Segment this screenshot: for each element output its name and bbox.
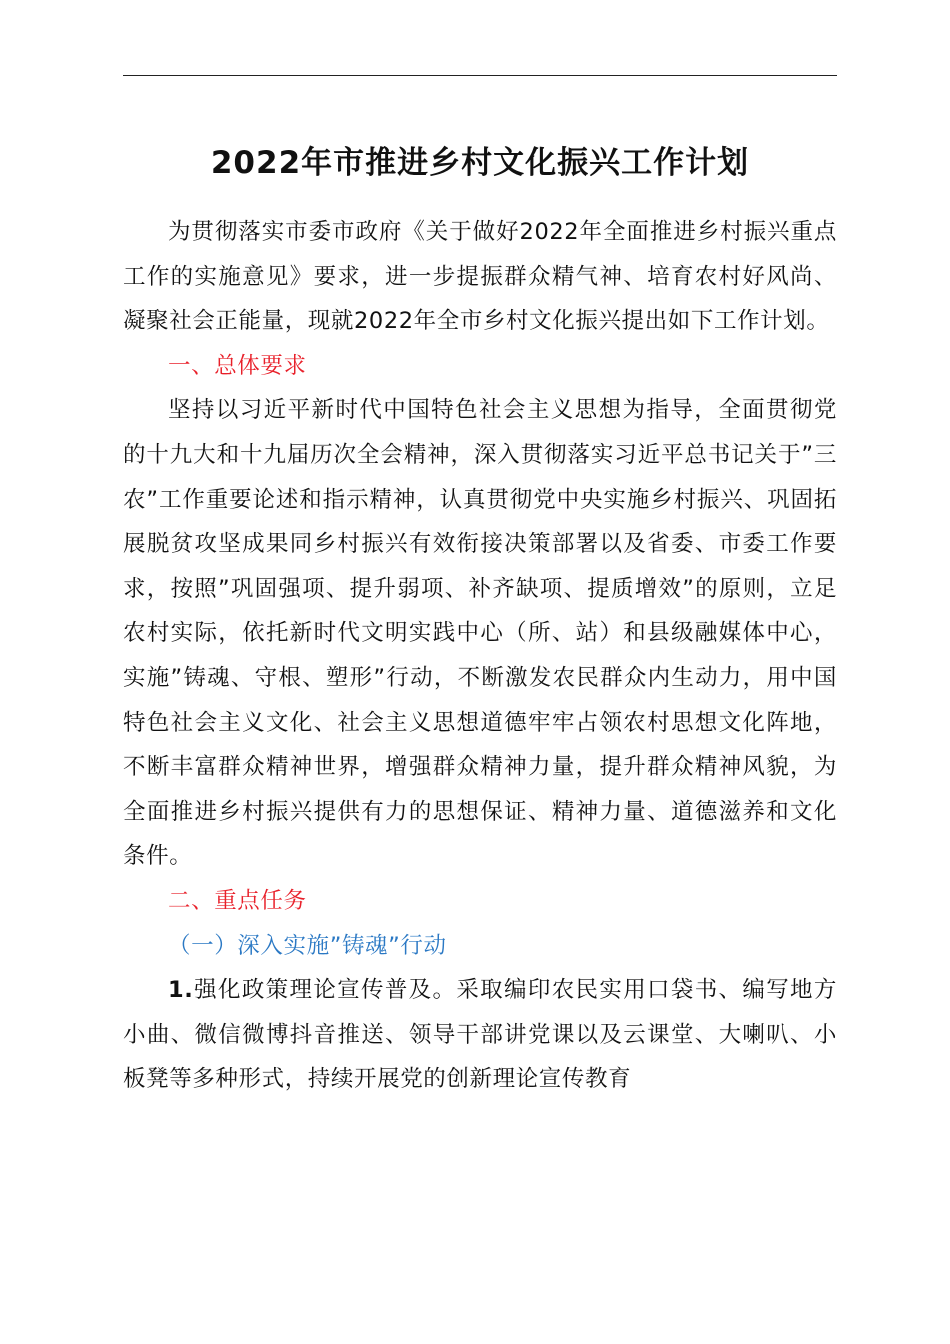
header-rule — [123, 75, 837, 76]
section-heading-key-tasks: 二、重点任务 — [168, 887, 307, 914]
task-item-text: 强化政策理论宣传普及。采取编印农民实用口袋书、编写地方小曲、微信微博抖音推送、领导干部讲党课以及云课堂、大喇叭、小板凳等多种形式，持续开展党的创新理论宣传教育 — [123, 977, 837, 1093]
document-body — [123, 210, 837, 1102]
document-title: 2022年市推进乡村文化振兴工作计划 — [210, 145, 750, 181]
task-item-paragraph — [123, 968, 837, 1102]
task-item-number: 1. — [168, 977, 194, 1004]
general-requirements-paragraph: 坚持以习近平新时代中国特色社会主义思想为指导，全面贯彻党的十九大和十九届历次全会精神，深入贯彻落实习近平总书记关于”三农”工作重要论述和指示精神，认真贯彻党中央实施乡村振兴、巩固拓展脱贫攻坚成果同乡村振兴有效衔接决策部署以及省委、市委工作要求，按照”巩固强项、提升弱项、补齐缺项、提质增效”的原则，立足农村实际，依托新时代文明实践中心（所、站）和县级融媒体中心，实施”铸魂、守根、塑形”行动，不断激发农民群众内生动力，用中国特色社会主义文化、社会主义思想道德牢牢占领农村思想文化阵地，不断丰富群众精神世界，增强群众精神力量，提升群众精神风貌，为全面推进乡村振兴提供有力的思想保证、精神力量、道德滋养和文化条件。 — [123, 397, 837, 870]
section-heading-general-requirements: 一、总体要求 — [168, 352, 307, 379]
subsection-heading-soul-casting: （一）深入实施”铸魂”行动 — [168, 932, 447, 959]
intro-paragraph: 为贯彻落实市委市政府《关于做好2022年全面推进乡村振兴重点工作的实施意见》要求，进一步提振群众精气神、培育农村好风尚、凝聚社会正能量，现就2022年全市乡村文化振兴提出如下工作计划。 — [123, 219, 837, 335]
